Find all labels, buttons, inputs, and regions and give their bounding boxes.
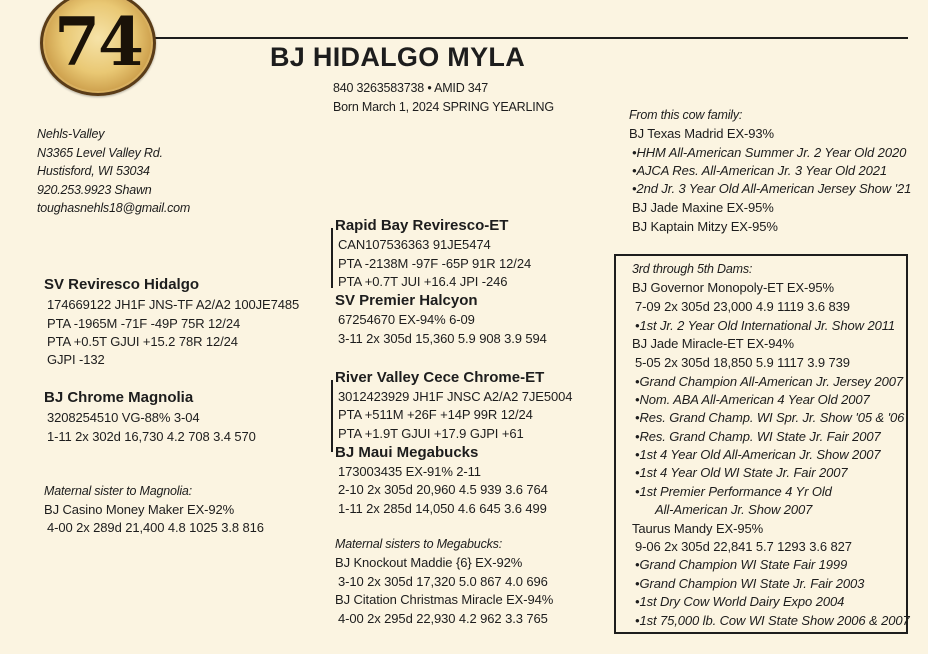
dams-box-line: 9-06 2x 305d 22,841 5.7 1293 3.6 827 — [635, 539, 852, 554]
dams-box-line: 7-09 2x 305d 23,000 4.9 1119 3.6 839 — [635, 299, 850, 314]
animal-ids: 840 3263583738 • AMID 347 — [333, 81, 489, 95]
dams-box-line: BJ Governor Monopoly-ET EX-95% — [632, 280, 834, 295]
megabucks-sisters-heading: Maternal sisters to Megabucks: — [335, 537, 502, 551]
dams-box-line: •Res. Grand Champ. WI State Jr. Fair 2007 — [635, 429, 881, 444]
maternal-sister-record: 4-00 2x 289d 21,400 4.8 1025 3.8 816 — [47, 520, 264, 535]
cow-family-line: •2nd Jr. 3 Year Old All-American Jersey Show '21 — [632, 181, 912, 196]
sire-dam-line: 3-11 2x 305d 15,360 5.9 908 3.9 594 — [338, 331, 547, 346]
dam-name: BJ Chrome Magnolia — [44, 389, 194, 406]
cow-family-line: •HHM All-American Summer Jr. 2 Year Old 2020 — [632, 145, 907, 160]
sire-dam-line: 67254670 EX-94% 6-09 — [338, 312, 475, 327]
megabucks-sister-line: BJ Citation Christmas Miracle EX-94% — [335, 592, 554, 607]
sire-line: 174669122 JH1F JNS-TF A2/A2 100JE7485 — [47, 297, 300, 312]
dams-box-line: •1st 75,000 lb. Cow WI State Show 2006 & 2007 — [635, 613, 910, 628]
dams-box-line: •Grand Champion WI State Jr. Fair 2003 — [635, 576, 865, 591]
cow-family-line: BJ Jade Maxine EX-95% — [632, 200, 774, 215]
cow-family-line: BJ Texas Madrid EX-93% — [629, 126, 774, 141]
birth-info: Born March 1, 2024 SPRING YEARLING — [333, 100, 554, 114]
sire-sire-line: PTA -2138M -97F -65P 91R 12/24 — [338, 256, 532, 271]
dams-box-line: •1st Premier Performance 4 Yr Old — [635, 484, 832, 499]
maternal-sister-heading: Maternal sister to Magnolia: — [44, 484, 192, 498]
dam-sire-line: PTA +1.9T GJUI +17.9 GJPI +61 — [338, 426, 524, 441]
consignor-farm: Nehls-Valley — [37, 127, 105, 141]
animal-name: BJ HIDALGO MYLA — [270, 42, 526, 72]
lot-number: 74 — [54, 3, 142, 81]
cow-family-line: BJ Kaptain Mitzy EX-95% — [632, 219, 778, 234]
consignor-city: Hustisford, WI 53034 — [37, 164, 150, 178]
dam-dam-line: 173003435 EX-91% 2-11 — [338, 464, 481, 479]
dams-box-line: 5-05 2x 305d 18,850 5.9 1117 3.9 739 — [635, 355, 850, 370]
dam-line: 1-11 2x 302d 16,730 4.2 708 3.4 570 — [47, 429, 256, 444]
dam-sire-line: PTA +511M +26F +14P 99R 12/24 — [338, 407, 533, 422]
dams-box-line: •Grand Champion WI State Fair 1999 — [635, 557, 848, 572]
maternal-sister-name: BJ Casino Money Maker EX-92% — [44, 502, 235, 517]
header-rule — [152, 37, 908, 39]
dam-dam-name: BJ Maui Megabucks — [335, 444, 479, 461]
dams-box-line: •Nom. ABA All-American 4 Year Old 2007 — [635, 392, 870, 407]
megabucks-sister-line: 3-10 2x 305d 17,320 5.0 867 4.0 696 — [338, 574, 548, 589]
dam-line: 3208254510 VG-88% 3-04 — [47, 410, 200, 425]
consignor-phone: 920.253.9923 Shawn — [37, 183, 152, 197]
dams-box-line: •1st 4 Year Old All-American Jr. Show 2007 — [635, 447, 881, 462]
dams-box-line: Taurus Mandy EX-95% — [632, 521, 764, 536]
dam-sire-name: River Valley Cece Chrome-ET — [335, 369, 545, 386]
sire-line: GJPI -132 — [47, 352, 105, 367]
sire-name: SV Reviresco Hidalgo — [44, 276, 200, 293]
cow-family-heading: From this cow family: — [629, 108, 743, 122]
dams-box-line: •1st Jr. 2 Year Old International Jr. Show 2011 — [635, 318, 895, 333]
sire-dam-name: SV Premier Halcyon — [335, 292, 478, 309]
cow-family-line: •AJCA Res. All-American Jr. 3 Year Old 2021 — [632, 163, 888, 178]
dams-box-line: •Grand Champion All-American Jr. Jersey 2007 — [635, 374, 903, 389]
sire-sire-line: CAN107536363 91JE5474 — [338, 237, 491, 252]
dams-box-line: All-American Jr. Show 2007 — [655, 502, 813, 517]
megabucks-sister-line: BJ Knockout Maddie {6} EX-92% — [335, 555, 523, 570]
sire-sire-line: PTA +0.7T JUI +16.4 JPI -246 — [338, 274, 508, 289]
pedigree-bracket — [331, 228, 333, 288]
consignor-address: N3365 Level Valley Rd. — [37, 146, 163, 160]
dam-dam-line: 1-11 2x 285d 14,050 4.6 645 3.6 499 — [338, 501, 547, 516]
sire-line: PTA -1965M -71F -49P 75R 12/24 — [47, 316, 241, 331]
dams-box-line: •1st 4 Year Old WI State Jr. Fair 2007 — [635, 465, 848, 480]
pedigree-bracket — [331, 380, 333, 452]
sire-line: PTA +0.5T GJUI +15.2 78R 12/24 — [47, 334, 238, 349]
dams-box-heading: 3rd through 5th Dams: — [632, 262, 753, 276]
dams-box-line: •1st Dry Cow World Dairy Expo 2004 — [635, 594, 845, 609]
dam-sire-line: 3012423929 JH1F JNSC A2/A2 7JE5004 — [338, 389, 573, 404]
dam-dam-line: 2-10 2x 305d 20,960 4.5 939 3.6 764 — [338, 482, 548, 497]
dams-box-line: BJ Jade Miracle-ET EX-94% — [632, 336, 794, 351]
megabucks-sister-line: 4-00 2x 295d 22,930 4.2 962 3.3 765 — [338, 611, 548, 626]
dams-box-line: •Res. Grand Champ. WI Spr. Jr. Show '05 & '06 — [635, 410, 905, 425]
lot-badge — [40, 0, 156, 96]
consignor-email[interactable]: toughasnehls18@gmail.com — [37, 201, 191, 215]
sire-sire-name: Rapid Bay Reviresco-ET — [335, 217, 509, 234]
